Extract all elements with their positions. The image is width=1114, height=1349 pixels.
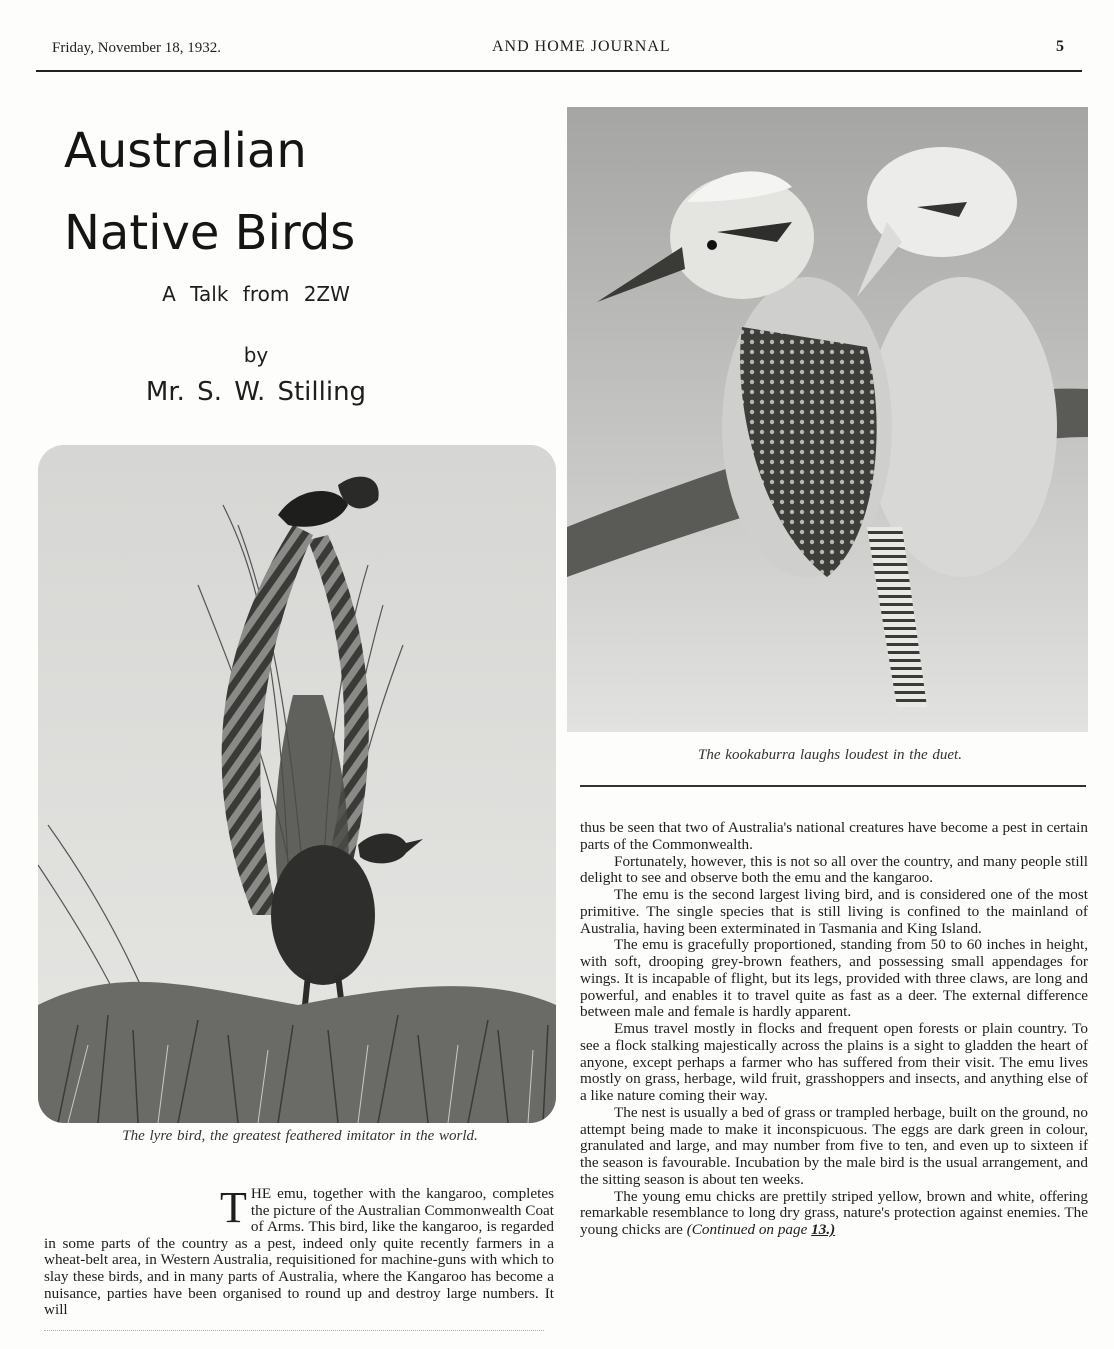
article-paragraph: The emu is the second largest living bird, and is considered one of the most primitive. The single species that is still living is confined to the mainland of Australia, having been exterminated in Tasmania and King Island. — [580, 886, 1088, 937]
header-rule — [36, 70, 1082, 72]
issue-date: Friday, November 18, 1932. — [52, 40, 221, 56]
continued-page-link[interactable]: 13.) — [811, 1221, 836, 1238]
article-column-right — [580, 820, 1088, 1239]
page-number: 5 — [1056, 38, 1064, 55]
page-header — [40, 38, 1080, 68]
lyre-bird-photo — [38, 445, 556, 1123]
paragraph-text: The young emu chicks are prettily striped yellow, brown and white, offering remarkable resemblance to long dry grass, nature's protection against enemies. The young chicks are — [580, 1187, 1088, 1238]
drop-cap: T — [220, 1183, 247, 1232]
kookaburra-caption: The kookaburra laughs loudest in the duet. — [698, 747, 962, 763]
paragraph-text: HE emu, together with the kangaroo, completes the picture of the Australian Commonwealth Coat of Arms. This bird, like the kangaroo, is regarded in some parts of the country as a pest, indeed only quite recently farmers in a wheat-belt area, in Western Australia, requisitioned for machine-guns with which to slay these birds, and in many parts of Australia, where the Kangaroo has become a nuisance, parties have been organised to round up and destroy large numbers. It will — [44, 1185, 554, 1319]
author-name: Mr. S. W. Stilling — [145, 377, 367, 407]
title-line-1: Australian — [64, 123, 307, 179]
article-paragraph — [44, 1183, 554, 1319]
kookaburra-photo — [567, 107, 1088, 732]
continued-notice: (Continued on page — [686, 1221, 808, 1238]
article-paragraph: The nest is usually a bed of grass or trampled herbage, built on the ground, no attempt being made to make it inconspicuous. The eggs are dark green in colour, granulated and large, and may number from five to ten, and even up to sixteen if the season is favourable. Incubation by the male bird is the usual arrangement, and the sitting season is about ten weeks. — [580, 1103, 1088, 1188]
byline-by: by — [243, 343, 269, 367]
article-paragraph-last — [580, 1189, 1088, 1239]
bottom-dotted-edge — [44, 1330, 544, 1333]
article-paragraph: Fortunately, however, this is not so all over the country, and many people still delight to see and observe both the emu and the kangaroo. — [580, 852, 1088, 887]
lyre-bird-caption: The lyre bird, the greatest feathered imitator in the world. — [122, 1128, 478, 1144]
lyre-bird-illustration — [38, 445, 556, 1123]
article-paragraph: Emus travel mostly in flocks and frequent open forests or plain country. To see a flock stalking majestically across the plains is a sight to gladden the heart of anyone, except perhaps a farmer who has suffered from their visit. The emu lives mostly on grass, herbage, wild fruit, grasshoppers and insects, and anything else of a like nature coming their way. — [580, 1020, 1088, 1104]
journal-name: AND HOME JOURNAL — [492, 38, 671, 55]
title-line-2: Native Birds — [64, 205, 356, 261]
article-column-left — [44, 1183, 554, 1319]
article-paragraph: thus be seen that two of Australia's national creatures have become a pest in certain parts of the Commonwealth. — [580, 819, 1088, 853]
kookaburra-illustration — [567, 107, 1088, 732]
article-title — [64, 110, 464, 274]
column-rule — [580, 785, 1086, 787]
article-subtitle: A Talk from 2ZW — [162, 282, 350, 306]
article-paragraph: The emu is gracefully proportioned, standing from 50 to 60 inches in height, with soft, drooping grey-brown feathers, and possessing small appendages for wings. It is incapable of flight, but its legs, provided with three claws, are long and powerful, and enables it to travel quite as fast as a deer. The external difference between male and female is hardly apparent. — [580, 936, 1088, 1021]
